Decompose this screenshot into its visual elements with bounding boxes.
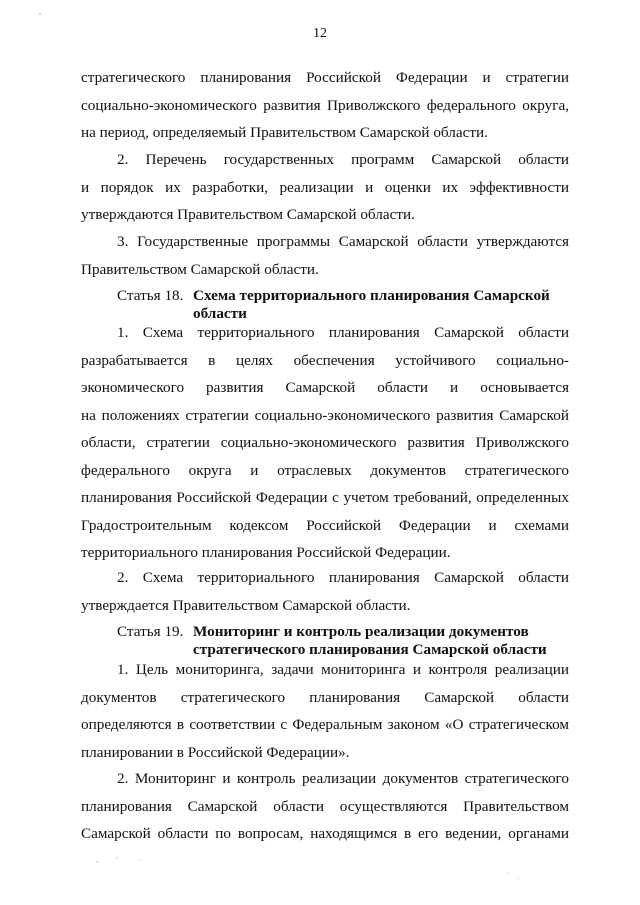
page-number: 12	[313, 26, 327, 41]
text-line: Градостроительным кодексом Российской Федерации и схемами	[81, 516, 569, 534]
article-title: области	[193, 305, 247, 322]
text-line: определяются в соответствии с Федеральным законом «О стратегическом	[81, 716, 569, 733]
article-label: Статья 18.	[117, 287, 184, 304]
text-line: федерального округа и отраслевых документов стратегического	[81, 461, 569, 479]
text-line: утверждается Правительством Самарской области.	[81, 596, 411, 614]
text-line: на период, определяемый Правительством Самарской области.	[81, 124, 488, 141]
text-line: планирования Самарской области осуществляются Правительством	[81, 797, 569, 815]
article-title: стратегического планирования Самарской области	[193, 641, 547, 658]
text-line: планирования Российской Федерации с учетом требований, определенных	[81, 489, 569, 506]
text-line: на положениях стратегии социально-экономического развития Самарской	[81, 406, 569, 424]
text-line: 1. Схема территориального планирования Самарской области	[117, 324, 569, 341]
article-label: Статья 19.	[117, 623, 184, 640]
text-line: 2. Перечень государственных программ Самарской области	[117, 151, 569, 168]
text-line: документов стратегического планирования Самарской области	[81, 688, 569, 706]
text-line: территориального планирования Российской Федерации.	[81, 544, 451, 561]
article-19-heading	[117, 623, 529, 641]
text-line: планировании в Российской Федерации».	[81, 743, 350, 761]
article-title: Мониторинг и контроль реализации документов	[193, 623, 529, 640]
paragraph-3	[81, 228, 569, 283]
text-line: области, стратегии социально-экономического развития Приволжского	[81, 434, 569, 451]
text-line: экономического развития Самарской области и основывается	[81, 379, 569, 396]
article-title: Схема территориального планирования Самарской	[193, 287, 550, 304]
text-line: 2. Мониторинг и контроль реализации документов стратегического	[117, 770, 569, 787]
text-line: 2. Схема территориального планирования Самарской области	[117, 569, 569, 586]
text-line: Правительством Самарской области.	[81, 260, 319, 278]
paragraph-7	[81, 765, 569, 848]
text-line: разрабатывается в целях обеспечения устойчивого социально-	[81, 351, 569, 369]
paragraph-1	[81, 64, 569, 147]
paragraph-6	[81, 656, 569, 766]
text-line: и порядок их разработки, реализации и оценки их эффективности	[81, 178, 569, 196]
paragraph-4	[81, 319, 569, 567]
paragraph-5	[81, 564, 569, 619]
text-line: 1. Цель мониторинга, задачи мониторинга и контроля реализации	[117, 661, 569, 678]
text-line: утверждаются Правительством Самарской области.	[81, 206, 415, 223]
article-18-heading	[117, 287, 550, 305]
paragraph-2	[81, 146, 569, 229]
text-line: социально-экономического развития Приволжского федерального округа,	[81, 96, 569, 114]
text-line: стратегического планирования Российской Федерации и стратегии	[81, 69, 569, 86]
text-line: 3. Государственные программы Самарской области утверждаются	[117, 233, 569, 250]
text-line: Самарской области по вопросам, находящимся в его ведении, органами	[81, 825, 569, 842]
